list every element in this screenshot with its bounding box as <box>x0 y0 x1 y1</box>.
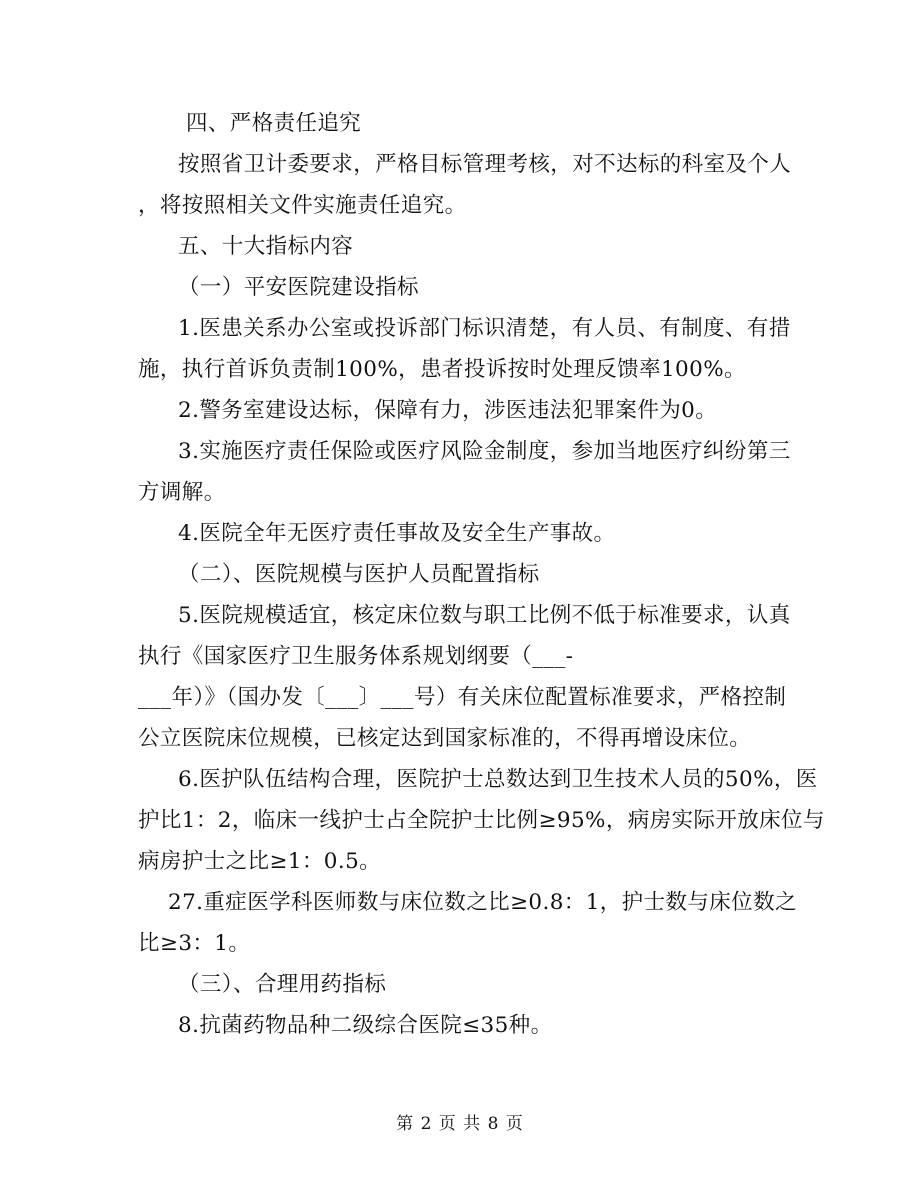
page-number-footer: 第 2 页 共 8 页 <box>396 1114 524 1134</box>
paragraph-line: ___年）》（国办发〔___〕___号）有关床位配置标准要求，严格控制 <box>138 685 787 710</box>
paragraph-line: 27.重症医学科医师数与床位数之比≥0.8：1，护士数与床位数之 <box>168 890 797 915</box>
paragraph-line: 比≥3：1。 <box>138 931 251 956</box>
subsection-heading-3: （三）、合理用药指标 <box>178 972 387 997</box>
subsection-heading-1: （一）平安医院建设指标 <box>178 275 419 300</box>
subsection-heading-2: （二）、医院规模与医护人员配置指标 <box>178 562 540 587</box>
paragraph-line: 公立医院床位规模，已核定达到国家标准的，不得再增设床位。 <box>138 726 752 751</box>
paragraph-line: 病房护士之比≥1：0.5。 <box>138 849 382 874</box>
paragraph-line: 施，执行首诉负责制100%，患者投诉按时处理反馈率100%。 <box>138 357 746 382</box>
paragraph-line: 护比1：2，临床一线护士占全院护士比例≥95%，病房实际开放床位与 <box>138 808 825 833</box>
paragraph-line: 执行《国家医疗卫生服务体系规划纲要（___- <box>138 644 574 669</box>
paragraph-line: 方调解。 <box>138 480 226 505</box>
paragraph-line: 8.抗菌药物品种二级综合医院≤35种。 <box>178 1013 553 1038</box>
paragraph-line: 4.医院全年无医疗责任事故及安全生产事故。 <box>178 521 616 546</box>
section-heading-5: 五、十大指标内容 <box>178 234 354 259</box>
paragraph-line: 按照省卫计委要求，严格目标管理考核，对不达标的科室及个人 <box>178 152 792 177</box>
paragraph-line: 5.医院规模适宜，核定床位数与职工比例不低于标准要求，认真 <box>178 603 791 628</box>
paragraph-line: 1.医患关系办公室或投诉部门标识清楚，有人员、有制度、有措 <box>178 316 791 341</box>
paragraph-line: 3.实施医疗责任保险或医疗风险金制度，参加当地医疗纠纷第三 <box>178 439 791 464</box>
paragraph-line: ，将按照相关文件实施责任追究。 <box>138 193 467 218</box>
paragraph-line: 6.医护队伍结构合理，医院护士总数达到卫生技术人员的50%，医 <box>178 767 818 792</box>
section-heading-4: 四、严格责任追究 <box>186 111 362 136</box>
paragraph-line: 2.警务室建设达标，保障有力，涉医违法犯罪案件为0。 <box>178 398 718 423</box>
